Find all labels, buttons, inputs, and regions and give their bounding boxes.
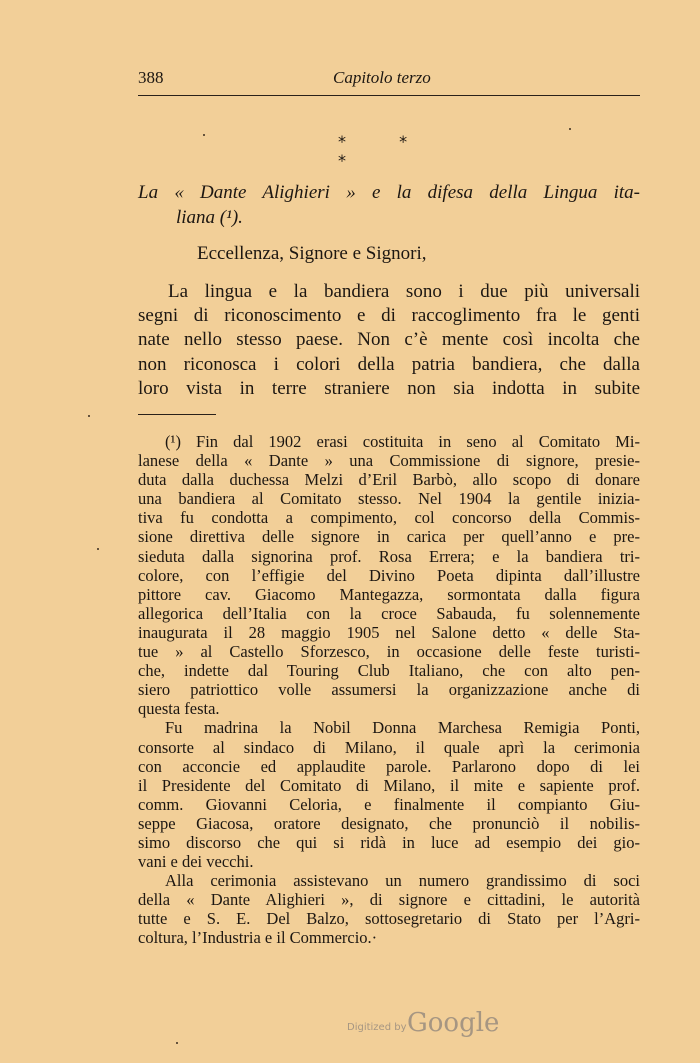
footnote-line: (¹) Fin dal 1902 erasi costituita in seno al Comitato Mi-: [165, 432, 640, 451]
footnote-line: comm. Giovanni Celoria, e finalmente il compianto Giu-: [138, 794, 640, 814]
footnote-line: una bandiera al Comitato stesso. Nel 1904 la gentile inizia-: [138, 489, 640, 509]
footnote-rule: [138, 414, 216, 415]
footnote-line: colore, con l’effigie del Divino Poeta dipinta dall’illustre: [138, 565, 640, 585]
footnote-line: tutte e S. E. Del Balzo, sottosegretario di Stato per l’Agri-: [138, 909, 640, 929]
scan-speck: [569, 128, 571, 130]
footnote-line: seppe Giacosa, oratore designato, che pronunciò il nobilis-: [138, 813, 640, 833]
scan-speck: [176, 1042, 178, 1044]
body-line: La lingua e la bandiera sono i due più universali: [168, 281, 640, 302]
footnote-line: con acconcie ed applaudite parole. Parlarono dopo di lei: [138, 756, 640, 776]
footnote-line: allegorica dell’Italia con la croce Sabauda, fu solennemente: [138, 603, 640, 623]
salutation: Eccellenza, Signore e Signori,: [197, 243, 427, 264]
body-line: loro vista in terre straniere non sia indotta in subite: [138, 377, 640, 399]
footnote-line: il Presidente del Comitato di Milano, il mite e sapiente prof.: [138, 775, 640, 795]
footnote-line: Alla cerimonia assistevano un numero grandissimo di soci: [165, 871, 640, 891]
footnote-line: pittore cav. Giacomo Mantegazza, sormontata dalla figura: [138, 584, 640, 604]
footnote-line: sione direttiva delle signore in carica per quell’anno e pre-: [138, 527, 640, 547]
footnote-line: vani e dei vecchi.: [138, 852, 254, 872]
section-title-line2: liana (¹).: [176, 207, 243, 228]
footnote-line: duta dalla duchessa Melzi d’Eril Barbò, allo scopo di donare: [138, 470, 640, 490]
page-number: 388: [138, 68, 164, 87]
body-line: nate nello stesso paese. Non c’è mente così incolta che: [138, 329, 640, 351]
scan-speck: [97, 548, 99, 550]
footnote-line: lanese della « Dante » una Commissione di signore, presie-: [138, 451, 640, 471]
section-ornament: * * *: [338, 132, 432, 170]
body-line: segni di riconoscimento e di raccoglimento fra le genti: [138, 305, 640, 327]
footnote-line: consorte al sindaco di Milano, il quale aprì la cerimonia: [138, 737, 640, 757]
page-header: [138, 68, 640, 94]
digitized-watermark: [347, 1008, 500, 1044]
footnote-line: simo discorso che qui si ridà in luce ad esempio dei gio-: [138, 832, 640, 852]
footnote-line: siero patriottico volle assumersi la organizzazione anche di: [138, 680, 640, 700]
scan-speck: [88, 415, 90, 417]
header-rule: [138, 95, 640, 96]
footnote-line: Fu madrina la Nobil Donna Marchesa Remigia Ponti,: [165, 718, 640, 738]
footnote-line: della « Dante Alighieri », di signore e cittadini, le autorità: [138, 890, 640, 910]
scan-speck: [203, 134, 205, 136]
digitized-label: Digitized by: [347, 1022, 407, 1033]
body-line: non riconosca i colori della patria bandiera, che dalla: [138, 353, 640, 375]
footnote-line: coltura, l’Industria e il Commercio.·: [138, 928, 378, 948]
main-body-text: [138, 280, 640, 401]
footnote-line: tiva fu condotta a compimento, col concorso della Commis-: [138, 508, 640, 528]
google-logo: Google: [407, 1008, 500, 1038]
footnote-line: inaugurata il 28 maggio 1905 nel Salone detto « delle Sta-: [138, 622, 640, 642]
section-title-line1: La « Dante Alighieri » e la difesa della Lingua ita-: [138, 182, 640, 203]
footnote-line: questa festa.: [138, 699, 220, 719]
footnote-line: sieduta dalla signorina prof. Rosa Errera; e la bandiera tri-: [138, 546, 640, 566]
footnote-line: tue » al Castello Sforzesco, in occasione delle feste turisti-: [138, 642, 640, 662]
running-title: Capitolo terzo: [333, 68, 431, 87]
footnote-block: [138, 432, 640, 948]
footnote-line: che, indette dal Touring Club Italiano, che con alto pen-: [138, 661, 640, 681]
